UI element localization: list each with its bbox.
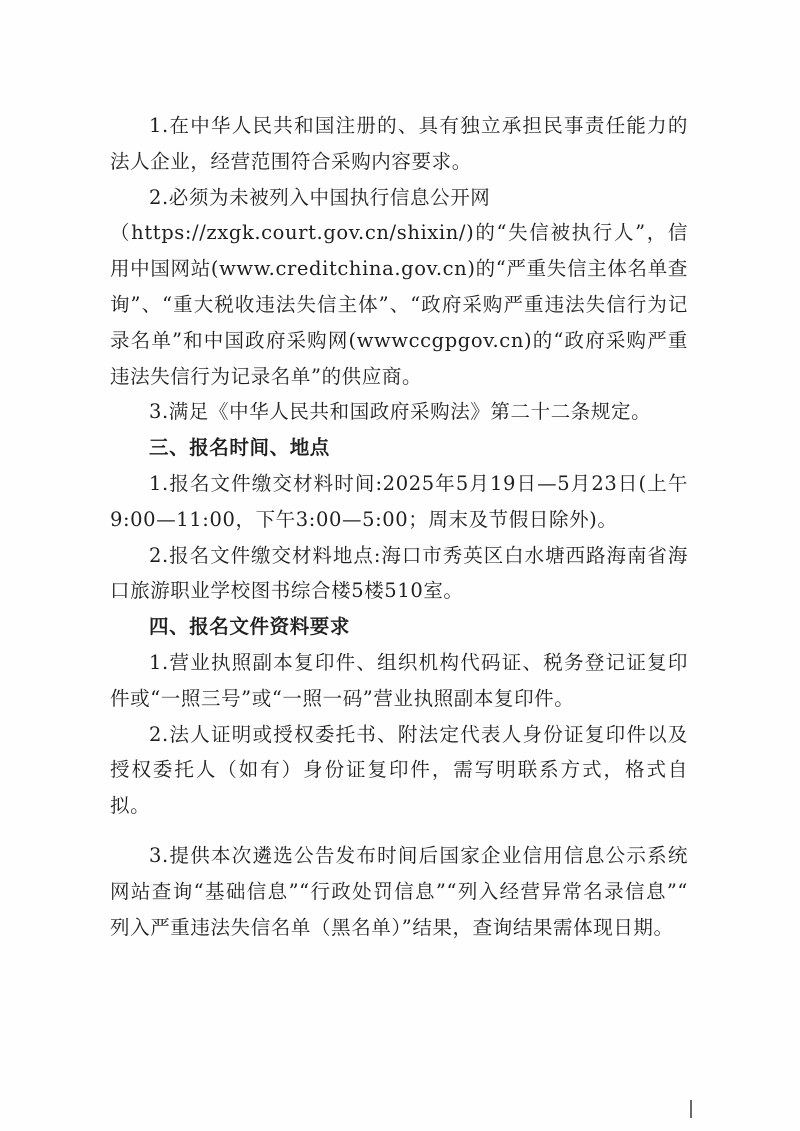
qualification-3: 3.满足《中华人民共和国政府采购法》第二十二条规定。: [149, 400, 652, 424]
section-4-item-1: 1.营业执照副本复印件、组织机构代码证、税务登记证复印件或“一照三号”或“一照一码”营业执照副本复印件。: [110, 650, 688, 710]
qualification-1: 1.在中华人民共和国注册的、具有独立承担民事责任能力的法人企业，经营范围符合采购内容要求。: [110, 114, 688, 173]
scan-mark: [690, 1100, 692, 1118]
section-3-heading: 三、报名时间、地点: [149, 436, 330, 460]
qualification-2: 2.必须为未被列入中国执行信息公开网: [149, 185, 491, 209]
section-3-item-1: 1.报名文件缴交材料时间:2025年5月19日—5月23日(上午9:00—11:00，下午3:00—5:00；周末及节假日除外)。: [110, 471, 688, 531]
qualification-2-detail: （https://zxgk.court.gov.cn/shixin/)的“失信被执行人”，信用中国网站(www.creditchina.gov.cn)的“严重失信主体名单查询”、“重大税收违法失信主体”、“政府采购严重违法失信行为记录名单”和中国政府采购网(wwwccgpgov.cn)的“政府采购严重违法失信行为记录名单”的供应商。: [110, 221, 688, 388]
document-body: [110, 108, 688, 945]
section-4-item-3: 3.提供本次遴选公告发布时间后国家企业信用信息公示系统网站查询“基础信息”“行政处罚信息”“列入经营异常名录信息”“ 列入严重违法失信名单（黑名单）”结果，查询结果需体现日期。: [110, 843, 688, 939]
section-4-heading: 四、报名文件资料要求: [149, 615, 351, 639]
section-4-item-2: 2.法人证明或授权委托书、附法定代表人身份证复印件以及授权委托人（如有）身份证复印件，需写明联系方式，格式自拟。: [110, 722, 688, 818]
section-3-item-2: 2.报名文件缴交材料地点:海口市秀英区白水塘西路海南省海口旅游职业学校图书综合楼5楼510室。: [110, 543, 688, 603]
